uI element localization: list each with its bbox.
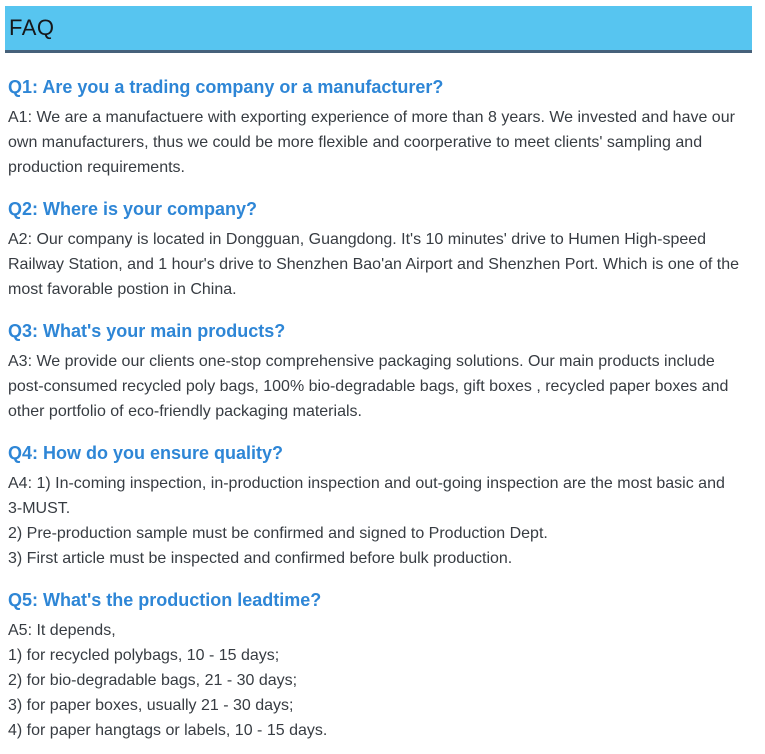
faq-answer bbox=[8, 618, 743, 743]
faq-answer-line: 3) First article must be inspected and confirmed before bulk production. bbox=[8, 550, 513, 567]
faq-answer-line: 3) for paper boxes, usually 21 - 30 days; bbox=[8, 697, 294, 714]
faq-item bbox=[8, 319, 743, 424]
faq-answer-line: 2) Pre-production sample must be confirmed and signed to Production Dept. bbox=[8, 525, 548, 542]
faq-question: Q3: What's your main products? bbox=[8, 321, 286, 341]
faq-answer-line: 4) for paper hangtags or labels, 10 - 15 days. bbox=[8, 722, 328, 739]
faq-item bbox=[8, 441, 743, 571]
faq-item bbox=[8, 75, 743, 180]
page-title: FAQ bbox=[9, 15, 55, 40]
section-header bbox=[5, 6, 752, 53]
faq-answer-line: 2) for bio-degradable bags, 21 - 30 days; bbox=[8, 672, 298, 689]
faq-answer-line: A2: Our company is located in Dongguan, Guangdong. It's 10 minutes' drive to Humen High-speed Railway Station, and 1 hour's drive to Shenzhen Bao'an Airport and Shenzhen Port. Which is one of the most favorable postion in China. bbox=[8, 231, 739, 298]
faq-answer-line: 1) for recycled polybags, 10 - 15 days; bbox=[8, 647, 280, 664]
faq-question: Q2: Where is your company? bbox=[8, 199, 258, 219]
faq-answer bbox=[8, 471, 743, 571]
faq-question: Q5: What's the production leadtime? bbox=[8, 590, 322, 610]
faq-answer-line: A4: 1) In-coming inspection, in-production inspection and out-going inspection are the most basic and 3-MUST. bbox=[8, 475, 725, 517]
faq-list bbox=[0, 53, 765, 743]
faq-question: Q1: Are you a trading company or a manufacturer? bbox=[8, 77, 444, 97]
faq-answer-line: A3: We provide our clients one-stop comprehensive packaging solutions. Our main products include post-consumed recycled poly bags, 100% bio-degradable bags, gift boxes , recycled paper boxes and other portfolio of eco-friendly packaging materials. bbox=[8, 353, 729, 420]
faq-item bbox=[8, 588, 743, 743]
faq-answer bbox=[8, 227, 743, 302]
faq-question: Q4: How do you ensure quality? bbox=[8, 443, 284, 463]
faq-answer-line: A1: We are a manufactuere with exporting experience of more than 8 years. We invested and have our own manufacturers, thus we could be more flexible and coorperative to meet clients' sampling and production requirements. bbox=[8, 109, 735, 176]
faq-item bbox=[8, 197, 743, 302]
faq-answer bbox=[8, 105, 743, 180]
faq-answer-line: A5: It depends, bbox=[8, 622, 116, 639]
faq-answer bbox=[8, 349, 743, 424]
